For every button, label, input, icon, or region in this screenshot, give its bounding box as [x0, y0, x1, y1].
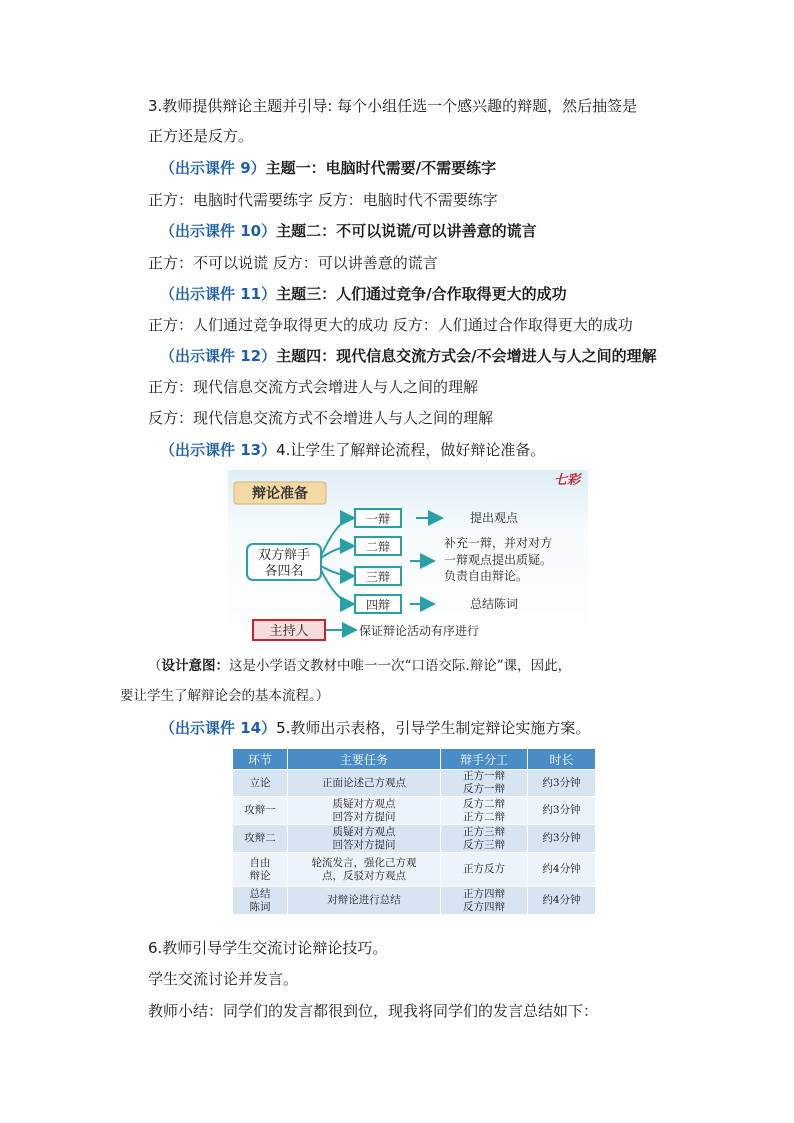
sides-line: 正方：电脑时代需要练字 反方：电脑时代不需要练字: [148, 191, 498, 209]
table-cell-stage: [233, 825, 288, 853]
topic-heading: （出示课件 11）主题三：人们通过竞争/合作取得更大的成功: [160, 285, 567, 303]
step-heading: （出示课件 13）4.让学生了解辩论流程，做好辩论准备。: [160, 441, 546, 459]
cell-text: 正方四辩: [463, 887, 505, 900]
cell-text: 质疑对方观点: [332, 797, 396, 810]
table-row: [233, 825, 596, 853]
cell-text: 攻辩二: [244, 832, 276, 844]
cell-text: 反方二辩: [463, 797, 505, 810]
closing-line: 教师小结：同学们的发言都很到位，现我将同学们的发言总结如下：: [148, 1002, 599, 1020]
table-header-row: [233, 749, 596, 770]
cell-text: 正面论述己方观点: [322, 776, 406, 789]
table-cell-task: [288, 770, 441, 797]
description-middle-2: 一辩观点提出质疑。: [444, 553, 553, 567]
cell-text: 辩论: [249, 869, 271, 882]
table-row: [233, 853, 596, 887]
table-cell-stage: [233, 853, 288, 887]
sides-line: 反方：现代信息交流方式不会增进人与人之间的理解: [148, 409, 494, 427]
description-middle-3: 负责自由辩论。: [444, 569, 529, 583]
table-cell-task: [288, 825, 441, 853]
cell-text: 攻辩一: [244, 804, 276, 816]
host-description: 保证辩论活动有序进行: [359, 624, 480, 638]
debate-preparation-diagram: [228, 470, 588, 642]
table-cell-task: [288, 853, 441, 887]
step-heading: （出示课件 14）5.教师出示表格，引导学生制定辩论实施方案。: [160, 719, 591, 737]
instruction-line: 正方还是反方。: [148, 127, 254, 145]
cell-text: 质疑对方观点: [332, 825, 396, 838]
cell-text: 约3分钟: [542, 776, 581, 789]
table-cell-role: [441, 853, 528, 887]
cell-text: 点，反驳对方观点: [322, 869, 406, 882]
topic-heading: （出示课件 10）主题二：不可以说谎/可以讲善意的谎言: [160, 222, 537, 240]
design-note-line: （设计意图：这是小学语文教材中唯一一次“口语交际.辩论”课，因此，: [148, 658, 572, 674]
description-first: 提出观点: [470, 511, 519, 525]
table-cell-role: [441, 825, 528, 853]
center-label-2: 各四名: [264, 564, 304, 579]
debater-label: 二辩: [365, 540, 391, 554]
cell-text: 正方二辩: [463, 810, 505, 823]
corner-logo: 七彩: [554, 473, 581, 488]
cell-text: 约3分钟: [542, 804, 581, 816]
table-row: [233, 797, 596, 825]
center-label-1: 双方辩手: [257, 548, 311, 563]
debater-label: 一辩: [365, 512, 391, 526]
cell-text: 反方三辩: [463, 838, 505, 851]
cell-text: 回答对方提问: [332, 810, 396, 823]
topic-heading: （出示课件 12）主题四：现代信息交流方式会/不会增进人与人之间的理解: [160, 347, 657, 365]
cell-text: 约3分钟: [542, 832, 581, 844]
diagram-title: 辩论准备: [252, 486, 308, 502]
debater-label: 四辩: [365, 598, 391, 612]
table-cell-role: [441, 887, 528, 915]
table-header: 时长: [528, 749, 596, 770]
sides-line: 正方：人们通过竞争取得更大的成功 反方：人们通过合作取得更大的成功: [148, 316, 633, 334]
cell-text: 自由: [249, 856, 271, 869]
cell-text: 陈词: [249, 900, 271, 913]
debater-label: 三辩: [365, 570, 391, 584]
closing-line: 6.教师引导学生交流讨论辩论技巧。: [148, 939, 388, 957]
table-cell-role: [441, 797, 528, 825]
cell-text: 立论: [249, 776, 271, 789]
cell-text: 反方四辩: [463, 900, 505, 913]
table-row: [233, 770, 596, 797]
table-row: [233, 887, 596, 915]
cell-text: 总结: [249, 887, 271, 900]
design-note-line: 要让学生了解辩论会的基本流程。）: [120, 688, 330, 704]
cell-text: 对辩论进行总结: [327, 894, 401, 906]
cell-text: 回答对方提问: [332, 838, 396, 851]
table-cell-stage: [233, 887, 288, 915]
table-header: 主要任务: [288, 749, 441, 770]
cell-text: 约4分钟: [542, 894, 581, 906]
table-header: 环节: [233, 749, 288, 770]
sides-line: 正方：不可以说谎 反方：可以讲善意的谎言: [148, 254, 438, 272]
cell-text: 正方反方: [463, 863, 505, 875]
table-cell-time: [528, 887, 596, 915]
closing-line: 学生交流讨论并发言。: [148, 970, 299, 988]
topic-heading: （出示课件 9）主题一：电脑时代需要/不需要练字: [160, 159, 497, 177]
cell-text: 正方一辩: [463, 770, 505, 782]
cell-text: 反方一辩: [463, 783, 505, 795]
table-cell-task: [288, 797, 441, 825]
instruction-line: 3.教师提供辩论主题并引导: 每个小组任选一个感兴趣的辩题，然后抽签是: [148, 97, 638, 115]
host-label: 主持人: [269, 624, 309, 639]
sides-line: 正方：现代信息交流方式会增进人与人之间的理解: [148, 378, 479, 396]
table-cell-time: [528, 797, 596, 825]
debate-plan-table: [232, 748, 596, 915]
table-cell-time: [528, 770, 596, 797]
table-cell-time: [528, 853, 596, 887]
table-cell-role: [441, 770, 528, 797]
table-cell-stage: [233, 797, 288, 825]
cell-text: 正方三辩: [463, 825, 505, 838]
table-header: 辩手分工: [441, 749, 528, 770]
cell-text: 约4分钟: [542, 863, 581, 875]
cell-text: 轮流发言，强化己方观: [311, 856, 417, 869]
description-middle-1: 补充一辩，并对对方: [444, 536, 553, 550]
description-fourth: 总结陈词: [470, 597, 519, 611]
table-cell-task: [288, 887, 441, 915]
table-cell-time: [528, 825, 596, 853]
table-cell-stage: [233, 770, 288, 797]
